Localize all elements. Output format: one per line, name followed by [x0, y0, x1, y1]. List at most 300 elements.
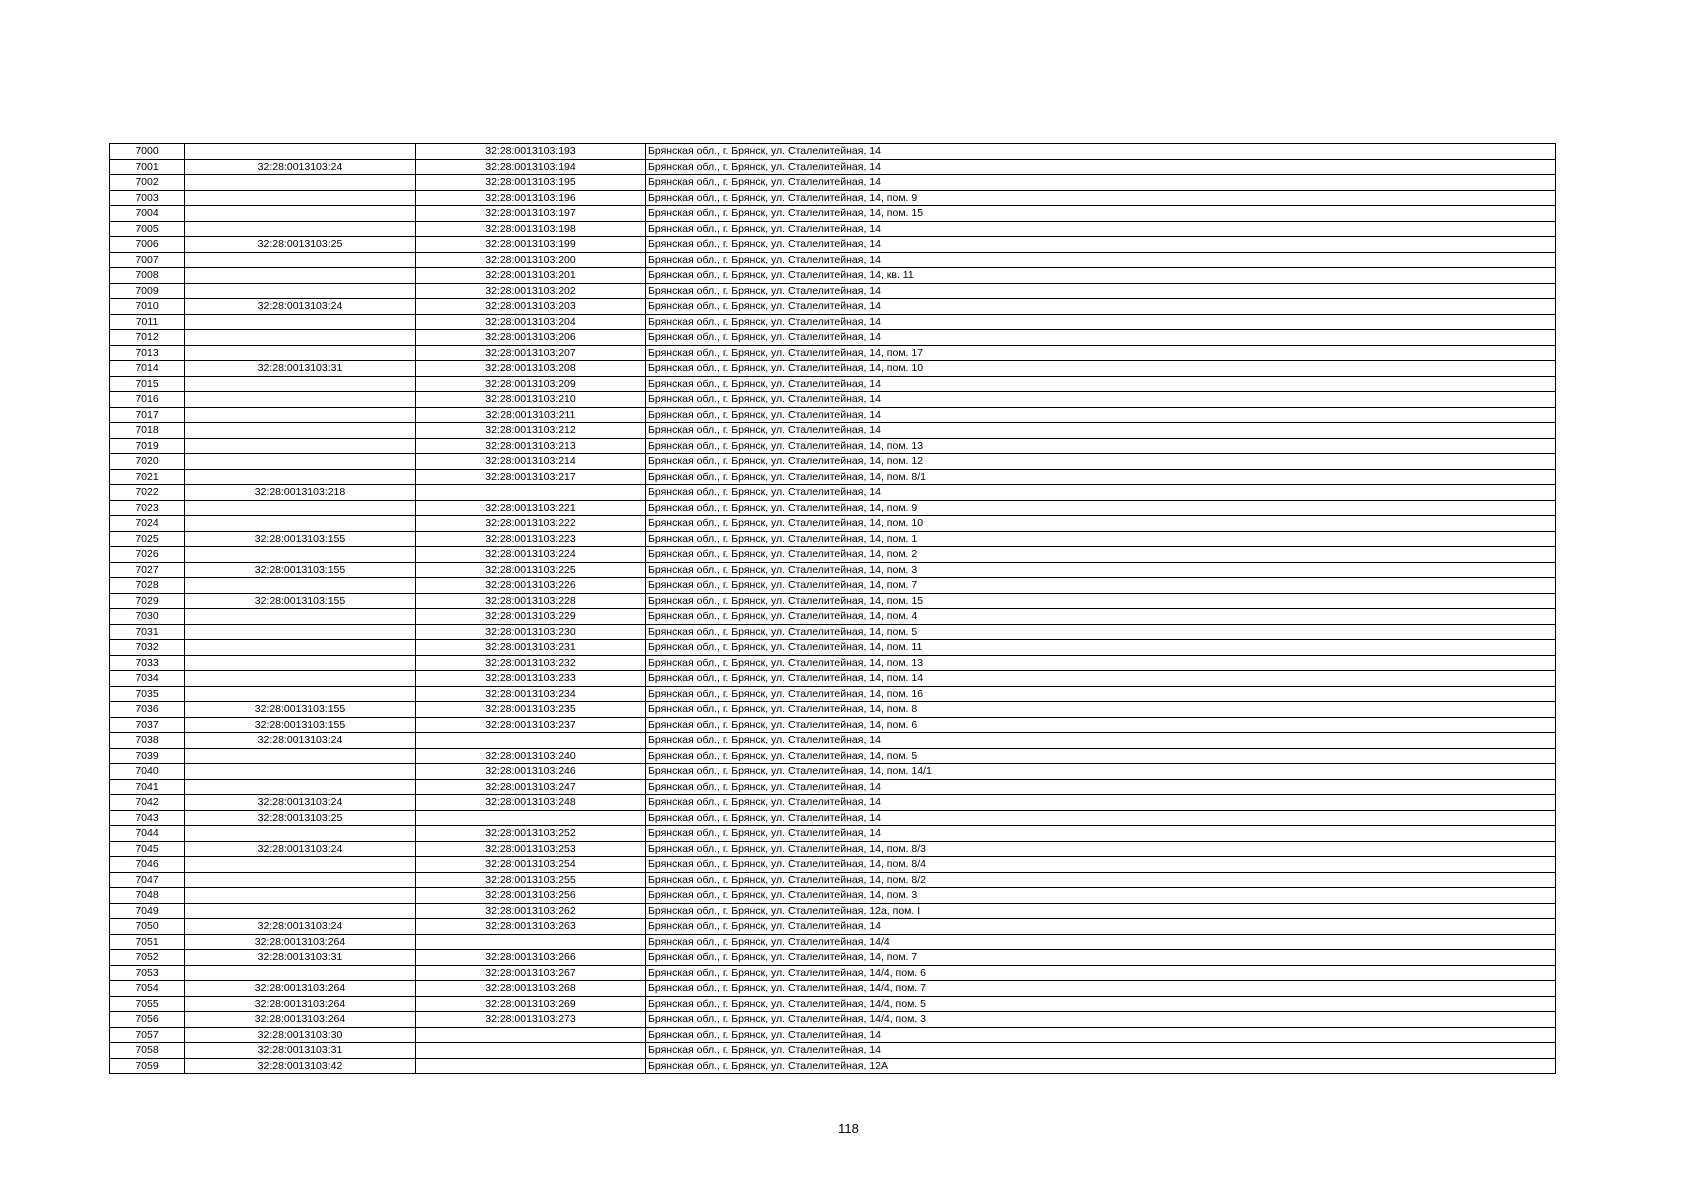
object-cadastral-number-cell: 32:28:0013103:198 [416, 221, 646, 237]
parent-cadastral-number-cell [185, 314, 416, 330]
table-row [110, 702, 1556, 718]
parent-cadastral-number-cell [185, 624, 416, 640]
table-row [110, 624, 1556, 640]
object-cadastral-number-cell: 32:28:0013103:240 [416, 748, 646, 764]
object-cadastral-number-cell [416, 485, 646, 501]
object-cadastral-number-cell: 32:28:0013103:269 [416, 996, 646, 1012]
address-cell: Брянская обл., г. Брянск, ул. Сталелитейная, 14, пом. 8/1 [646, 469, 1556, 485]
table-row [110, 376, 1556, 392]
row-number-cell: 7016 [110, 392, 185, 408]
object-cadastral-number-cell: 32:28:0013103:228 [416, 593, 646, 609]
object-cadastral-number-cell: 32:28:0013103:200 [416, 252, 646, 268]
object-cadastral-number-cell: 32:28:0013103:206 [416, 330, 646, 346]
object-cadastral-number-cell: 32:28:0013103:199 [416, 237, 646, 253]
address-cell: Брянская обл., г. Брянск, ул. Сталелитейная, 14 [646, 283, 1556, 299]
table-row [110, 392, 1556, 408]
table-row [110, 841, 1556, 857]
object-cadastral-number-cell: 32:28:0013103:193 [416, 144, 646, 160]
row-number-cell: 7006 [110, 237, 185, 253]
parent-cadastral-number-cell [185, 857, 416, 873]
table-row [110, 593, 1556, 609]
table-row [110, 578, 1556, 594]
table-row [110, 981, 1556, 997]
row-number-cell: 7048 [110, 888, 185, 904]
table-row [110, 686, 1556, 702]
object-cadastral-number-cell: 32:28:0013103:212 [416, 423, 646, 439]
parent-cadastral-number-cell: 32:28:0013103:264 [185, 996, 416, 1012]
row-number-cell: 7011 [110, 314, 185, 330]
address-cell: Брянская обл., г. Брянск, ул. Сталелитейная, 14, пом. 2 [646, 547, 1556, 563]
row-number-cell: 7019 [110, 438, 185, 454]
address-cell: Брянская обл., г. Брянск, ул. Сталелитейная, 14, пом. 14/1 [646, 764, 1556, 780]
parent-cadastral-number-cell [185, 175, 416, 191]
parent-cadastral-number-cell [185, 376, 416, 392]
row-number-cell: 7029 [110, 593, 185, 609]
table-row [110, 795, 1556, 811]
address-cell: Брянская обл., г. Брянск, ул. Сталелитейная, 14 [646, 392, 1556, 408]
object-cadastral-number-cell: 32:28:0013103:232 [416, 655, 646, 671]
parent-cadastral-number-cell [185, 423, 416, 439]
object-cadastral-number-cell: 32:28:0013103:248 [416, 795, 646, 811]
address-cell: Брянская обл., г. Брянск, ул. Сталелитейная, 14, пом. 7 [646, 578, 1556, 594]
parent-cadastral-number-cell [185, 252, 416, 268]
object-cadastral-number-cell: 32:28:0013103:196 [416, 190, 646, 206]
object-cadastral-number-cell: 32:28:0013103:195 [416, 175, 646, 191]
row-number-cell: 7059 [110, 1058, 185, 1074]
table-row [110, 1027, 1556, 1043]
table-row [110, 1043, 1556, 1059]
row-number-cell: 7042 [110, 795, 185, 811]
table-row [110, 748, 1556, 764]
address-cell: Брянская обл., г. Брянск, ул. Сталелитейная, 14 [646, 779, 1556, 795]
object-cadastral-number-cell: 32:28:0013103:204 [416, 314, 646, 330]
object-cadastral-number-cell: 32:28:0013103:211 [416, 407, 646, 423]
row-number-cell: 7004 [110, 206, 185, 222]
address-cell: Брянская обл., г. Брянск, ул. Сталелитейная, 14, пом. 3 [646, 562, 1556, 578]
row-number-cell: 7026 [110, 547, 185, 563]
address-cell: Брянская обл., г. Брянск, ул. Сталелитейная, 14, пом. 13 [646, 438, 1556, 454]
row-number-cell: 7049 [110, 903, 185, 919]
parent-cadastral-number-cell [185, 578, 416, 594]
address-cell: Брянская обл., г. Брянск, ул. Сталелитейная, 14, пом. 11 [646, 640, 1556, 656]
parent-cadastral-number-cell: 32:28:0013103:31 [185, 1043, 416, 1059]
table-row [110, 996, 1556, 1012]
parent-cadastral-number-cell [185, 547, 416, 563]
address-cell: Брянская обл., г. Брянск, ул. Сталелитейная, 14, пом. 13 [646, 655, 1556, 671]
address-cell: Брянская обл., г. Брянск, ул. Сталелитейная, 14 [646, 221, 1556, 237]
object-cadastral-number-cell: 32:28:0013103:207 [416, 345, 646, 361]
object-cadastral-number-cell [416, 934, 646, 950]
table-row [110, 283, 1556, 299]
table-row [110, 965, 1556, 981]
row-number-cell: 7043 [110, 810, 185, 826]
address-cell: Брянская обл., г. Брянск, ул. Сталелитейная, 14, кв. 11 [646, 268, 1556, 284]
address-cell: Брянская обл., г. Брянск, ул. Сталелитейная, 14, пом. 8/4 [646, 857, 1556, 873]
row-number-cell: 7033 [110, 655, 185, 671]
object-cadastral-number-cell: 32:28:0013103:230 [416, 624, 646, 640]
table-row [110, 733, 1556, 749]
parent-cadastral-number-cell [185, 872, 416, 888]
object-cadastral-number-cell: 32:28:0013103:208 [416, 361, 646, 377]
object-cadastral-number-cell: 32:28:0013103:229 [416, 609, 646, 625]
table-row [110, 888, 1556, 904]
object-cadastral-number-cell: 32:28:0013103:252 [416, 826, 646, 842]
address-cell: Брянская обл., г. Брянск, ул. Сталелитейная, 14, пом. 10 [646, 361, 1556, 377]
address-cell: Брянская обл., г. Брянск, ул. Сталелитейная, 14, пом. 14 [646, 671, 1556, 687]
row-number-cell: 7053 [110, 965, 185, 981]
parent-cadastral-number-cell: 32:28:0013103:24 [185, 733, 416, 749]
object-cadastral-number-cell: 32:28:0013103:253 [416, 841, 646, 857]
parent-cadastral-number-cell [185, 655, 416, 671]
object-cadastral-number-cell: 32:28:0013103:255 [416, 872, 646, 888]
parent-cadastral-number-cell [185, 903, 416, 919]
address-cell: Брянская обл., г. Брянск, ул. Сталелитейная, 14, пом. 17 [646, 345, 1556, 361]
address-cell: Брянская обл., г. Брянск, ул. Сталелитейная, 14 [646, 299, 1556, 315]
parent-cadastral-number-cell: 32:28:0013103:264 [185, 1012, 416, 1028]
object-cadastral-number-cell: 32:28:0013103:223 [416, 531, 646, 547]
parent-cadastral-number-cell [185, 609, 416, 625]
parent-cadastral-number-cell: 32:28:0013103:155 [185, 593, 416, 609]
object-cadastral-number-cell: 32:28:0013103:247 [416, 779, 646, 795]
row-number-cell: 7012 [110, 330, 185, 346]
object-cadastral-number-cell: 32:28:0013103:202 [416, 283, 646, 299]
object-cadastral-number-cell: 32:28:0013103:233 [416, 671, 646, 687]
table-row [110, 857, 1556, 873]
table-row [110, 330, 1556, 346]
row-number-cell: 7032 [110, 640, 185, 656]
object-cadastral-number-cell: 32:28:0013103:214 [416, 454, 646, 470]
object-cadastral-number-cell: 32:28:0013103:210 [416, 392, 646, 408]
address-cell: Брянская обл., г. Брянск, ул. Сталелитейная, 14 [646, 485, 1556, 501]
row-number-cell: 7005 [110, 221, 185, 237]
table-row [110, 903, 1556, 919]
row-number-cell: 7023 [110, 500, 185, 516]
address-cell: Брянская обл., г. Брянск, ул. Сталелитейная, 14, пом. 1 [646, 531, 1556, 547]
parent-cadastral-number-cell [185, 671, 416, 687]
parent-cadastral-number-cell: 32:28:0013103:24 [185, 841, 416, 857]
row-number-cell: 7003 [110, 190, 185, 206]
row-number-cell: 7052 [110, 950, 185, 966]
row-number-cell: 7040 [110, 764, 185, 780]
row-number-cell: 7020 [110, 454, 185, 470]
address-cell: Брянская обл., г. Брянск, ул. Сталелитейная, 14 [646, 1027, 1556, 1043]
parent-cadastral-number-cell: 32:28:0013103:25 [185, 237, 416, 253]
object-cadastral-number-cell: 32:28:0013103:231 [416, 640, 646, 656]
parent-cadastral-number-cell [185, 748, 416, 764]
address-cell: Брянская обл., г. Брянск, ул. Сталелитейная, 14, пом. 15 [646, 206, 1556, 222]
table-row [110, 671, 1556, 687]
object-cadastral-number-cell: 32:28:0013103:201 [416, 268, 646, 284]
address-cell: Брянская обл., г. Брянск, ул. Сталелитейная, 14, пом. 15 [646, 593, 1556, 609]
table-row [110, 206, 1556, 222]
parent-cadastral-number-cell: 32:28:0013103:155 [185, 562, 416, 578]
address-cell: Брянская обл., г. Брянск, ул. Сталелитейная, 12А [646, 1058, 1556, 1074]
parent-cadastral-number-cell: 32:28:0013103:155 [185, 702, 416, 718]
row-number-cell: 7037 [110, 717, 185, 733]
table-row [110, 438, 1556, 454]
parent-cadastral-number-cell [185, 469, 416, 485]
table-row [110, 1012, 1556, 1028]
object-cadastral-number-cell: 32:28:0013103:197 [416, 206, 646, 222]
address-cell: Брянская обл., г. Брянск, ул. Сталелитейная, 14, пом. 8 [646, 702, 1556, 718]
address-cell: Брянская обл., г. Брянск, ул. Сталелитейная, 14 [646, 423, 1556, 439]
table-row [110, 252, 1556, 268]
parent-cadastral-number-cell: 32:28:0013103:155 [185, 717, 416, 733]
address-cell: Брянская обл., г. Брянск, ул. Сталелитейная, 14 [646, 795, 1556, 811]
table-row [110, 655, 1556, 671]
object-cadastral-number-cell [416, 1043, 646, 1059]
row-number-cell: 7024 [110, 516, 185, 532]
object-cadastral-number-cell: 32:28:0013103:209 [416, 376, 646, 392]
object-cadastral-number-cell [416, 733, 646, 749]
parent-cadastral-number-cell [185, 144, 416, 160]
address-cell: Брянская обл., г. Брянск, ул. Сталелитейная, 14, пом. 16 [646, 686, 1556, 702]
table-row [110, 454, 1556, 470]
parent-cadastral-number-cell [185, 206, 416, 222]
object-cadastral-number-cell: 32:28:0013103:263 [416, 919, 646, 935]
row-number-cell: 7028 [110, 578, 185, 594]
address-cell: Брянская обл., г. Брянск, ул. Сталелитейная, 14 [646, 252, 1556, 268]
row-number-cell: 7055 [110, 996, 185, 1012]
address-cell: Брянская обл., г. Брянск, ул. Сталелитейная, 14 [646, 407, 1556, 423]
parent-cadastral-number-cell [185, 392, 416, 408]
parent-cadastral-number-cell: 32:28:0013103:31 [185, 361, 416, 377]
row-number-cell: 7018 [110, 423, 185, 439]
parent-cadastral-number-cell [185, 779, 416, 795]
parent-cadastral-number-cell [185, 221, 416, 237]
address-cell: Брянская обл., г. Брянск, ул. Сталелитейная, 14 [646, 159, 1556, 175]
row-number-cell: 7054 [110, 981, 185, 997]
parent-cadastral-number-cell: 32:28:0013103:218 [185, 485, 416, 501]
parent-cadastral-number-cell [185, 345, 416, 361]
parent-cadastral-number-cell [185, 283, 416, 299]
table-row [110, 159, 1556, 175]
object-cadastral-number-cell: 32:28:0013103:213 [416, 438, 646, 454]
address-cell: Брянская обл., г. Брянск, ул. Сталелитейная, 14, пом. 5 [646, 748, 1556, 764]
object-cadastral-number-cell: 32:28:0013103:266 [416, 950, 646, 966]
parent-cadastral-number-cell [185, 454, 416, 470]
table-row [110, 516, 1556, 532]
address-cell: Брянская обл., г. Брянск, ул. Сталелитейная, 12а, пом. I [646, 903, 1556, 919]
table-row [110, 1058, 1556, 1074]
parent-cadastral-number-cell: 32:28:0013103:264 [185, 934, 416, 950]
parent-cadastral-number-cell: 32:28:0013103:264 [185, 981, 416, 997]
address-cell: Брянская обл., г. Брянск, ул. Сталелитейная, 14, пом. 7 [646, 950, 1556, 966]
row-number-cell: 7046 [110, 857, 185, 873]
address-cell: Брянская обл., г. Брянск, ул. Сталелитейная, 14, пом. 8/2 [646, 872, 1556, 888]
table-row [110, 423, 1556, 439]
table-row [110, 810, 1556, 826]
object-cadastral-number-cell: 32:28:0013103:246 [416, 764, 646, 780]
parent-cadastral-number-cell [185, 965, 416, 981]
table-row [110, 934, 1556, 950]
row-number-cell: 7002 [110, 175, 185, 191]
object-cadastral-number-cell [416, 1027, 646, 1043]
object-cadastral-number-cell: 32:28:0013103:268 [416, 981, 646, 997]
table-body [110, 144, 1556, 1074]
address-cell: Брянская обл., г. Брянск, ул. Сталелитейная, 14, пом. 10 [646, 516, 1556, 532]
object-cadastral-number-cell: 32:28:0013103:203 [416, 299, 646, 315]
address-cell: Брянская обл., г. Брянск, ул. Сталелитейная, 14/4, пом. 5 [646, 996, 1556, 1012]
table-row [110, 872, 1556, 888]
parent-cadastral-number-cell [185, 268, 416, 284]
table-row [110, 717, 1556, 733]
parent-cadastral-number-cell [185, 888, 416, 904]
row-number-cell: 7015 [110, 376, 185, 392]
address-cell: Брянская обл., г. Брянск, ул. Сталелитейная, 14/4, пом. 6 [646, 965, 1556, 981]
row-number-cell: 7044 [110, 826, 185, 842]
parent-cadastral-number-cell [185, 330, 416, 346]
parent-cadastral-number-cell: 32:28:0013103:42 [185, 1058, 416, 1074]
table-row [110, 547, 1556, 563]
row-number-cell: 7051 [110, 934, 185, 950]
row-number-cell: 7041 [110, 779, 185, 795]
address-cell: Брянская обл., г. Брянск, ул. Сталелитейная, 14 [646, 175, 1556, 191]
address-cell: Брянская обл., г. Брянск, ул. Сталелитейная, 14 [646, 144, 1556, 160]
row-number-cell: 7057 [110, 1027, 185, 1043]
object-cadastral-number-cell: 32:28:0013103:226 [416, 578, 646, 594]
address-cell: Брянская обл., г. Брянск, ул. Сталелитейная, 14/4, пом. 3 [646, 1012, 1556, 1028]
parent-cadastral-number-cell [185, 190, 416, 206]
address-cell: Брянская обл., г. Брянск, ул. Сталелитейная, 14/4 [646, 934, 1556, 950]
row-number-cell: 7013 [110, 345, 185, 361]
row-number-cell: 7025 [110, 531, 185, 547]
table-row [110, 919, 1556, 935]
table-row [110, 950, 1556, 966]
row-number-cell: 7058 [110, 1043, 185, 1059]
row-number-cell: 7056 [110, 1012, 185, 1028]
address-cell: Брянская обл., г. Брянск, ул. Сталелитейная, 14 [646, 314, 1556, 330]
parent-cadastral-number-cell: 32:28:0013103:24 [185, 919, 416, 935]
table-row [110, 531, 1556, 547]
parent-cadastral-number-cell [185, 500, 416, 516]
row-number-cell: 7000 [110, 144, 185, 160]
table-row [110, 268, 1556, 284]
address-cell: Брянская обл., г. Брянск, ул. Сталелитейная, 14 [646, 376, 1556, 392]
object-cadastral-number-cell: 32:28:0013103:254 [416, 857, 646, 873]
row-number-cell: 7036 [110, 702, 185, 718]
parent-cadastral-number-cell: 32:28:0013103:24 [185, 795, 416, 811]
parent-cadastral-number-cell [185, 407, 416, 423]
row-number-cell: 7007 [110, 252, 185, 268]
parent-cadastral-number-cell: 32:28:0013103:31 [185, 950, 416, 966]
table-row [110, 361, 1556, 377]
object-cadastral-number-cell: 32:28:0013103:221 [416, 500, 646, 516]
object-cadastral-number-cell: 32:28:0013103:225 [416, 562, 646, 578]
table-row [110, 407, 1556, 423]
row-number-cell: 7014 [110, 361, 185, 377]
address-cell: Брянская обл., г. Брянск, ул. Сталелитейная, 14 [646, 826, 1556, 842]
parent-cadastral-number-cell: 32:28:0013103:30 [185, 1027, 416, 1043]
table-row [110, 562, 1556, 578]
address-cell: Брянская обл., г. Брянск, ул. Сталелитейная, 14, пом. 4 [646, 609, 1556, 625]
parent-cadastral-number-cell: 32:28:0013103:155 [185, 531, 416, 547]
object-cadastral-number-cell: 32:28:0013103:217 [416, 469, 646, 485]
table-row [110, 609, 1556, 625]
parent-cadastral-number-cell: 32:28:0013103:25 [185, 810, 416, 826]
table-row [110, 221, 1556, 237]
table-row [110, 485, 1556, 501]
row-number-cell: 7045 [110, 841, 185, 857]
object-cadastral-number-cell: 32:28:0013103:235 [416, 702, 646, 718]
table-row [110, 469, 1556, 485]
table-row [110, 299, 1556, 315]
parent-cadastral-number-cell [185, 516, 416, 532]
page-number: 118 [838, 1121, 859, 1136]
table-row [110, 175, 1556, 191]
row-number-cell: 7021 [110, 469, 185, 485]
table-row [110, 345, 1556, 361]
table-row [110, 190, 1556, 206]
object-cadastral-number-cell: 32:28:0013103:224 [416, 547, 646, 563]
table-row [110, 826, 1556, 842]
address-cell: Брянская обл., г. Брянск, ул. Сталелитейная, 14/4, пом. 7 [646, 981, 1556, 997]
object-cadastral-number-cell: 32:28:0013103:267 [416, 965, 646, 981]
address-cell: Брянская обл., г. Брянск, ул. Сталелитейная, 14, пом. 9 [646, 190, 1556, 206]
address-cell: Брянская обл., г. Брянск, ул. Сталелитейная, 14 [646, 330, 1556, 346]
table-row [110, 640, 1556, 656]
row-number-cell: 7009 [110, 283, 185, 299]
row-number-cell: 7001 [110, 159, 185, 175]
row-number-cell: 7035 [110, 686, 185, 702]
object-cadastral-number-cell [416, 810, 646, 826]
object-cadastral-number-cell: 32:28:0013103:222 [416, 516, 646, 532]
object-cadastral-number-cell: 32:28:0013103:237 [416, 717, 646, 733]
object-cadastral-number-cell: 32:28:0013103:262 [416, 903, 646, 919]
table-row [110, 237, 1556, 253]
address-cell: Брянская обл., г. Брянск, ул. Сталелитейная, 14, пом. 6 [646, 717, 1556, 733]
object-cadastral-number-cell [416, 1058, 646, 1074]
row-number-cell: 7039 [110, 748, 185, 764]
address-cell: Брянская обл., г. Брянск, ул. Сталелитейная, 14 [646, 237, 1556, 253]
row-number-cell: 7050 [110, 919, 185, 935]
address-cell: Брянская обл., г. Брянск, ул. Сталелитейная, 14 [646, 810, 1556, 826]
row-number-cell: 7010 [110, 299, 185, 315]
table-row [110, 314, 1556, 330]
table-row [110, 764, 1556, 780]
row-number-cell: 7034 [110, 671, 185, 687]
table-row [110, 500, 1556, 516]
address-cell: Брянская обл., г. Брянск, ул. Сталелитейная, 14, пом. 5 [646, 624, 1556, 640]
row-number-cell: 7030 [110, 609, 185, 625]
object-cadastral-number-cell: 32:28:0013103:234 [416, 686, 646, 702]
row-number-cell: 7017 [110, 407, 185, 423]
row-number-cell: 7027 [110, 562, 185, 578]
address-cell: Брянская обл., г. Брянск, ул. Сталелитейная, 14, пом. 3 [646, 888, 1556, 904]
row-number-cell: 7038 [110, 733, 185, 749]
cadastral-table [109, 143, 1556, 1074]
object-cadastral-number-cell: 32:28:0013103:273 [416, 1012, 646, 1028]
table-row [110, 144, 1556, 160]
parent-cadastral-number-cell: 32:28:0013103:24 [185, 299, 416, 315]
parent-cadastral-number-cell [185, 826, 416, 842]
address-cell: Брянская обл., г. Брянск, ул. Сталелитейная, 14, пом. 9 [646, 500, 1556, 516]
address-cell: Брянская обл., г. Брянск, ул. Сталелитейная, 14 [646, 1043, 1556, 1059]
parent-cadastral-number-cell [185, 686, 416, 702]
address-cell: Брянская обл., г. Брянск, ул. Сталелитейная, 14 [646, 733, 1556, 749]
row-number-cell: 7047 [110, 872, 185, 888]
parent-cadastral-number-cell [185, 764, 416, 780]
address-cell: Брянская обл., г. Брянск, ул. Сталелитейная, 14, пом. 12 [646, 454, 1556, 470]
parent-cadastral-number-cell [185, 438, 416, 454]
row-number-cell: 7022 [110, 485, 185, 501]
row-number-cell: 7031 [110, 624, 185, 640]
table-row [110, 779, 1556, 795]
object-cadastral-number-cell: 32:28:0013103:256 [416, 888, 646, 904]
parent-cadastral-number-cell: 32:28:0013103:24 [185, 159, 416, 175]
address-cell: Брянская обл., г. Брянск, ул. Сталелитейная, 14, пом. 8/3 [646, 841, 1556, 857]
address-cell: Брянская обл., г. Брянск, ул. Сталелитейная, 14 [646, 919, 1556, 935]
